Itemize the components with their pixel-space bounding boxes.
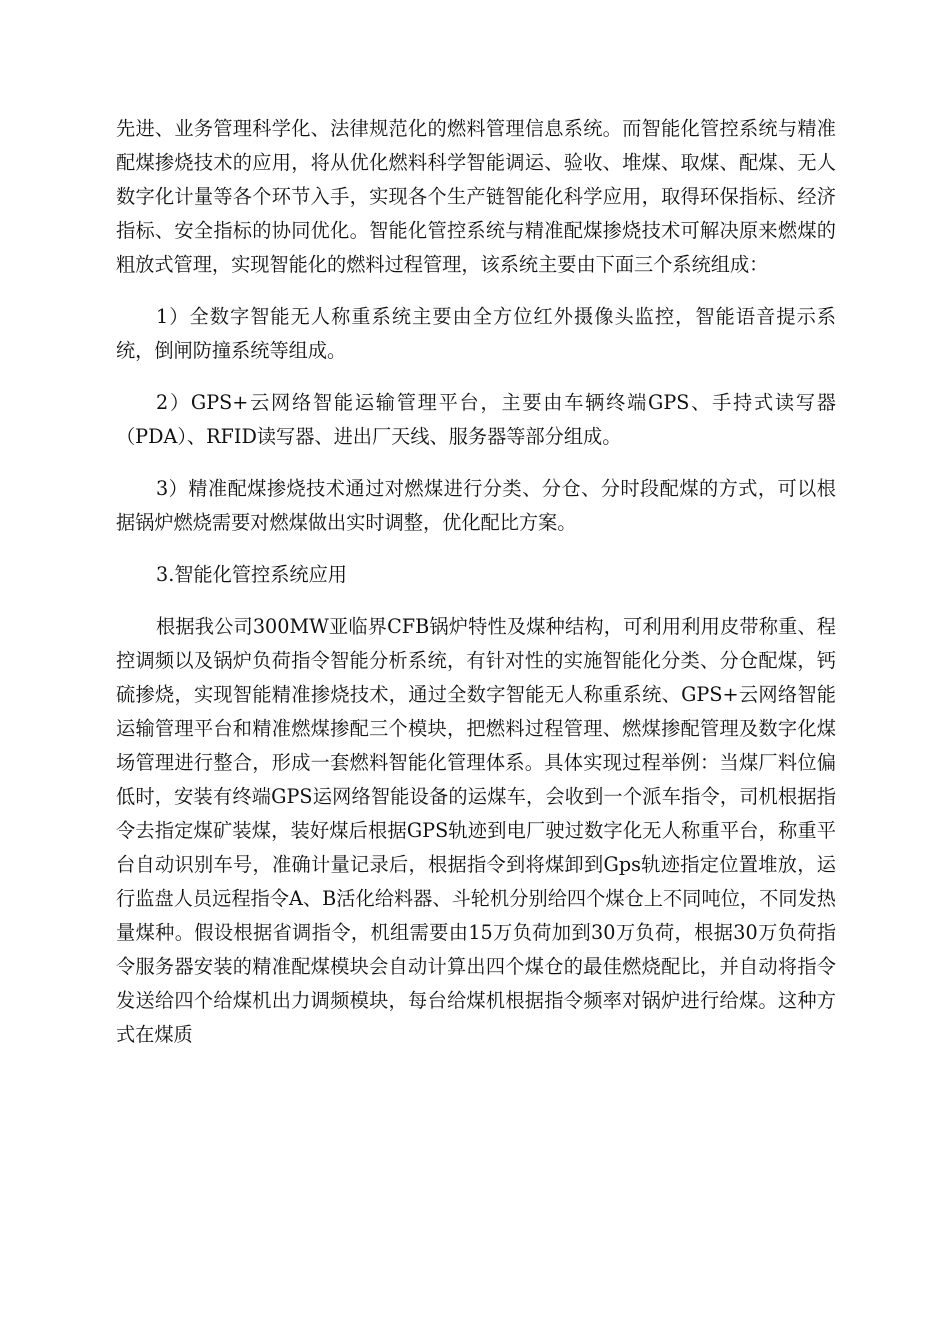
list-item-gps-platform: 2）GPS+云网络智能运输管理平台，主要由车辆终端GPS、手持式读写器（PDA）、RFID读写器、进出厂天线、服务器等部分组成。	[116, 391, 836, 448]
list-item-weighing-system: 1）全数字智能无人称重系统主要由全方位红外摄像头监控，智能语音提示系统，倒闸防撞系统等组成。	[116, 305, 836, 362]
document-page	[116, 112, 836, 1052]
section-heading: 3.智能化管控系统应用	[156, 563, 347, 586]
list-item-coal-blending: 3）精准配煤掺烧技术通过对燃煤进行分类、分仓、分时段配煤的方式，可以根据锅炉燃烧需要对燃煤做出实时调整，优化配比方案。	[116, 477, 836, 534]
paragraph-intro-continued: 先进、业务管理科学化、法律规范化的燃料管理信息系统。而智能化管控系统与精准配煤掺烧技术的应用，将从优化燃料科学智能调运、验收、堆煤、取煤、配煤、无人数字化计量等各个环节入手，实现各个生产链智能化科学应用，取得环保指标、经济指标、安全指标的协同优化。智能化管控系统与精准配煤掺烧技术可解决原来燃煤的粗放式管理，实现智能化的燃料过程管理，该系统主要由下面三个系统组成：	[116, 117, 836, 276]
paragraph-application: 根据我公司300MW亚临界CFB锅炉特性及煤种结构，可利用利用皮带称重、程控调频以及锅炉负荷指令智能分析系统，有针对性的实施智能化分类、分仓配煤，钙硫掺烧，实现智能精准掺烧技术，通过全数字智能无人称重系统、GPS+云网络智能运输管理平台和精准燃煤掺配三个模块，把燃料过程管理、燃煤掺配管理及数字化煤场管理进行整合，形成一套燃料智能化管理体系。具体实现过程举例：当煤厂料位偏低时，安装有终端GPS运网络智能设备的运煤车，会收到一个派车指令，司机根据指令去指定煤矿装煤，装好煤后根据GPS轨迹到电厂驶过数字化无人称重平台，称重平台自动识别车号，准确计量记录后，根据指令到将煤卸到Gps轨迹指定位置堆放，运行监盘人员远程指令A、B活化给料器、斗轮机分别给四个煤仓上不同吨位，不同发热量煤种。假设根据省调指令，机组需要由15万负荷加到30万负荷，根据30万负荷指令服务器安装的精准配煤模块会自动计算出四个煤仓的最佳燃烧配比，并自动将指令发送给四个给煤机出力调频模块，每台给煤机根据指令频率对锅炉进行给煤。这种方式在煤质	[116, 615, 836, 1046]
